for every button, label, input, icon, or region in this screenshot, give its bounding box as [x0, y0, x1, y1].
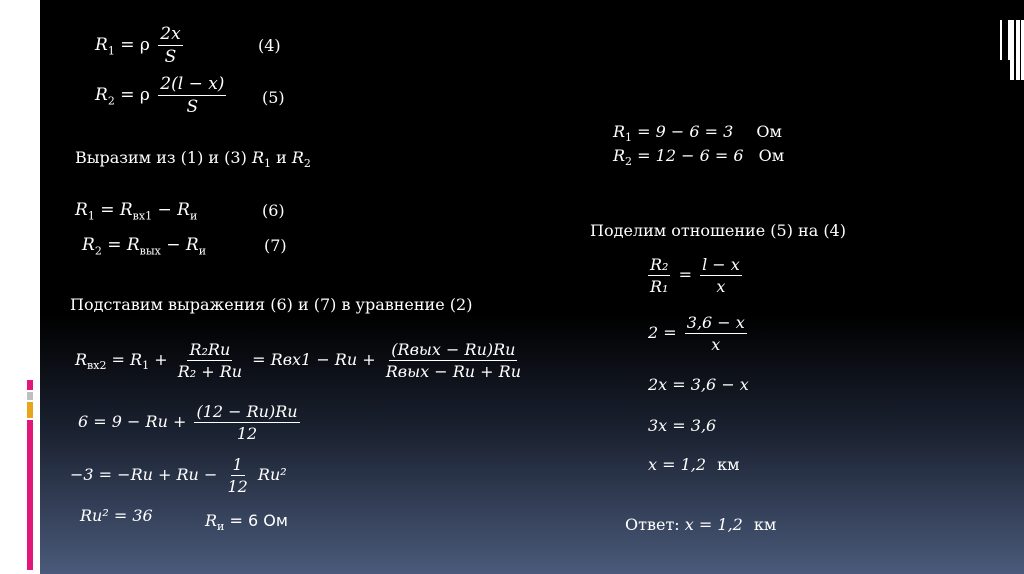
right-step1: 2 = $\frac{3,6 - x}{x}$ [648, 313, 745, 354]
text-divide: Поделим отношение (5) на (4) [590, 221, 846, 240]
right-ratio: $\frac{\text{R₂}}{\text{R₁}}$ = $\frac{l - x}{x}$ [650, 255, 740, 296]
decor-bars-top2 [1000, 20, 1010, 60]
right-r1: $R_1 = 9 - 6 = 3$ Ом [613, 122, 782, 145]
equation-7-label: (7) [264, 236, 287, 255]
equation-six: 6 = 9 − Rи + $\frac{(12 - Rи)Rи}{12}$ [78, 402, 298, 443]
equation-6: $R_1 = R_{вх1} - R_и$ [75, 200, 198, 223]
right-r2: $R_2 = 12 - 6 = 6$ Ом [613, 146, 785, 169]
slide-left-margin [0, 0, 40, 574]
decor-mark-yellow [27, 402, 33, 418]
equation-7: $R_2 = R_{вых} - R_и$ [82, 235, 207, 258]
decor-mark-gray [27, 392, 33, 400]
right-step2: 2x = 3,6 − x [648, 375, 749, 394]
equation-square: Rи² = 36 [80, 506, 153, 525]
equation-5-label: (5) [262, 88, 285, 107]
equation-neg3: −3 = −Rи + Rи − $\frac{1}{12}$ Rи² [70, 455, 287, 496]
decor-mark-pink-1 [27, 380, 33, 390]
text-substitute: Подставим выражения (6) и (7) в уравнение (2) [70, 295, 473, 314]
decor-bars-top [1010, 20, 1024, 80]
equation-4-label: (4) [258, 36, 281, 55]
decor-mark-pink-2 [27, 420, 33, 570]
right-step3: 3x = 3,6 [648, 416, 717, 435]
text-express: Выразим из (1) и (3) $R_1$ и $R_2$ [75, 148, 311, 171]
equation-4: $R_1 = \rho$ $\frac{2x}{S}$ [95, 24, 181, 67]
answer: Ответ: x = 1,2 км [625, 515, 777, 534]
equation-6-label: (6) [262, 201, 285, 220]
equation-big: $R_{вх2} = R_1$ + $\frac{\text{R₂Rи}}{\text{R₂ + Rи}}$ = Rвх1 − Rи + $\frac{\text{(Rвых − Rи)Rи}}{\text{Rвых − Rи + Rи}}$ [75, 340, 522, 381]
right-step4: x = 1,2 км [648, 455, 740, 474]
equation-ri: $R_и = 6$ Ом [205, 511, 288, 534]
equation-5: $R_2 = \rho$ $\frac{2(l - x)}{S}$ [95, 74, 225, 117]
